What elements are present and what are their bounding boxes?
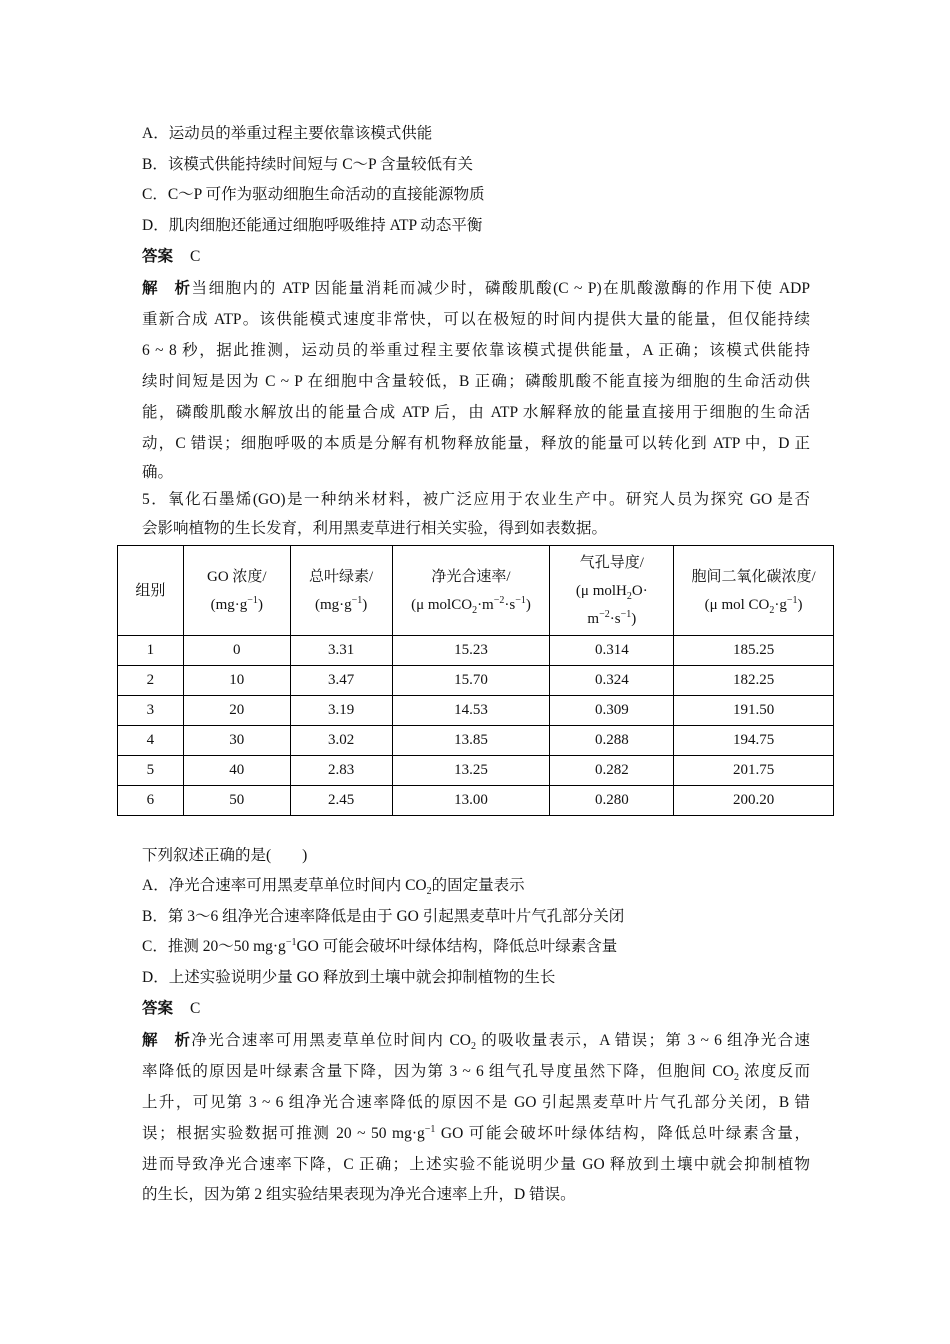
answer-value: C	[190, 1000, 201, 1017]
q5-analysis-line-1: 解析净光合速率可用黑麦草单位时间内 $CO_2$ 的吸收量表示，A 错误；第 3 ~ 6 组净光合速	[142, 1032, 810, 1053]
q4-analysis-line-6: 动，C 错误；细胞呼吸的本质是分解有机物释放能量，释放的能量可以转化到 ATP 中，D 正	[142, 435, 810, 452]
q5-analysis-line-6: 的生长，因为第 2 组实验结果表现为净光合速率上升，D 错误。	[142, 1186, 576, 1203]
table-cell: 15.70	[392, 666, 550, 696]
table-cell: 0.309	[550, 696, 674, 726]
table-cell: 2.83	[290, 756, 392, 786]
table-cell: 10	[183, 666, 290, 696]
analysis-label: 解析	[142, 1032, 190, 1049]
q4-analysis-line-3: 6 ~ 8 秒，据此推测，运动员的举重过程主要依靠该模式提供能量，A 正确；该模式供能持	[142, 342, 810, 359]
q4-analysis-line-1	[142, 279, 810, 299]
q5-answer	[142, 999, 200, 1019]
header-intercellular-co2: 胞间二氧化碳浓度/ (μ mol $CO_2\cdot g^{-1}$)	[674, 546, 834, 636]
table-cell: 50	[183, 786, 290, 816]
table-cell: 4	[118, 726, 184, 756]
answer-label: 答案	[142, 248, 174, 265]
table-cell: 182.25	[674, 666, 834, 696]
analysis-label: 解析	[142, 280, 190, 297]
table-row	[118, 666, 834, 696]
answer-label: 答案	[142, 1000, 174, 1017]
table-cell: 0.288	[550, 726, 674, 756]
data-table	[117, 545, 834, 816]
table-cell: 6	[118, 786, 184, 816]
table-row	[118, 636, 834, 666]
q5-stem-line-1: 5．氧化石墨烯(GO)是一种纳米材料，被广泛应用于农业生产中。研究人员为探究 GO 是否	[142, 491, 810, 508]
header-net-photosynthesis: 净光合速率/ (μ $molCO_2\cdot m^{-2}\cdot s^{-1}$)	[392, 546, 550, 636]
table-cell: 185.25	[674, 636, 834, 666]
table-cell: 0.314	[550, 636, 674, 666]
table-row	[118, 756, 834, 786]
header-go-concentration: GO 浓度/ $(mg\cdot g^{-1})$	[183, 546, 290, 636]
q5-analysis-line-5: 进而导致净光合速率下降，C 正确；上述实验不能说明少量 GO 释放到土壤中就会抑制植物	[142, 1156, 810, 1173]
q5-stem-line-2: 会影响植物的生长发育，利用黑麦草进行相关实验，得到如表数据。	[142, 520, 608, 537]
table-cell: 30	[183, 726, 290, 756]
q5-option-b: B．第 3～6 组净光合速率降低是由于 GO 引起黑麦草叶片气孔部分关闭	[142, 908, 625, 925]
q4-analysis-line-4: 续时间短是因为 C ~ P 在细胞中含量较低，B 正确；磷酸肌酸不能直接为细胞的生命活动供	[142, 373, 810, 390]
table-header-row	[118, 546, 834, 636]
q4-option-c: C．C～P 可作为驱动细胞生命活动的直接能源物质	[142, 186, 485, 203]
table-cell: 15.23	[392, 636, 550, 666]
table-cell: 0.282	[550, 756, 674, 786]
table-cell: 2.45	[290, 786, 392, 816]
table-cell: 40	[183, 756, 290, 786]
table-cell: 191.50	[674, 696, 834, 726]
table-cell: 2	[118, 666, 184, 696]
q4-analysis-line-7: 确。	[142, 464, 174, 481]
table-cell: 13.25	[392, 756, 550, 786]
table-cell: 0.324	[550, 666, 674, 696]
table-cell: 20	[183, 696, 290, 726]
table-cell: 1	[118, 636, 184, 666]
table-cell: 0.280	[550, 786, 674, 816]
q5-option-d: D．上述实验说明少量 GO 释放到土壤中就会抑制植物的生长	[142, 969, 556, 986]
q4-option-b: B．该模式供能持续时间短与 C～P 含量较低有关	[142, 156, 473, 173]
table-row	[118, 696, 834, 726]
answer-value: C	[190, 248, 201, 265]
table-cell: 13.00	[392, 786, 550, 816]
table-row	[118, 726, 834, 756]
table-cell: 201.75	[674, 756, 834, 786]
q5-analysis-line-3: 上升，可见第 3 ~ 6 组净光合速率降低的原因不是 GO 引起黑麦草叶片气孔部分关闭，B 错	[142, 1094, 810, 1111]
table-cell: 14.53	[392, 696, 550, 726]
table-cell: 3.02	[290, 726, 392, 756]
table-cell: 13.85	[392, 726, 550, 756]
header-group: 组别	[118, 546, 184, 636]
q4-option-a: A．运动员的举重过程主要依靠该模式供能	[142, 125, 433, 142]
q4-analysis-line-5: 能，磷酸肌酸水解放出的能量合成 ATP 后，由 ATP 水解释放的能量直接用于细胞的生命活	[142, 404, 810, 421]
q5-option-c: C．推测 20～50 $mg\cdot g^{-1}GO$ 可能会破坏叶绿体结构，降低总叶绿素含量	[142, 936, 618, 955]
table-cell: 3.19	[290, 696, 392, 726]
analysis-text: 当细胞内的 ATP 因能量消耗而减少时，磷酸肌酸(C ~ P)在肌酸激酶的作用下使 ADP	[190, 280, 810, 297]
table-cell: 3.31	[290, 636, 392, 666]
q4-answer	[142, 247, 200, 267]
table-cell: 3	[118, 696, 184, 726]
table-cell: 0	[183, 636, 290, 666]
q4-analysis-line-2: 重新合成 ATP。该供能模式速度非常快，可以在极短的时间内提供大量的能量，但仅能持续	[142, 311, 810, 328]
table-cell: 3.47	[290, 666, 392, 696]
q5-analysis-line-4: 误；根据实验数据可推测 20 ~ 50 $mg\cdot g^{-1}$ GO 可能会破坏叶绿体结构，降低总叶绿素含量，	[142, 1123, 810, 1142]
table-cell: 200.20	[674, 786, 834, 816]
q4-option-d: D．肌肉细胞还能通过细胞呼吸维持 ATP 动态平衡	[142, 217, 483, 234]
header-stomatal-conductance: 气孔导度/ (μ molH$_2$O· $m^{-2}\cdot s^{-1}$)	[550, 546, 674, 636]
q5-analysis-line-2: 率降低的原因是叶绿素含量下降，因为第 3 ~ 6 组气孔导度虽然下降，但胞间 $CO_2$ 浓度反而	[142, 1063, 810, 1084]
table-cell: 5	[118, 756, 184, 786]
q5-question: 下列叙述正确的是( )	[142, 847, 308, 864]
header-total-chlorophyll: 总叶绿素/ $(mg\cdot g^{-1})$	[290, 546, 392, 636]
table-row	[118, 786, 834, 816]
q5-option-a: A．净光合速率可用黑麦草单位时间内 $CO_2$的固定量表示	[142, 877, 525, 898]
table-cell: 194.75	[674, 726, 834, 756]
